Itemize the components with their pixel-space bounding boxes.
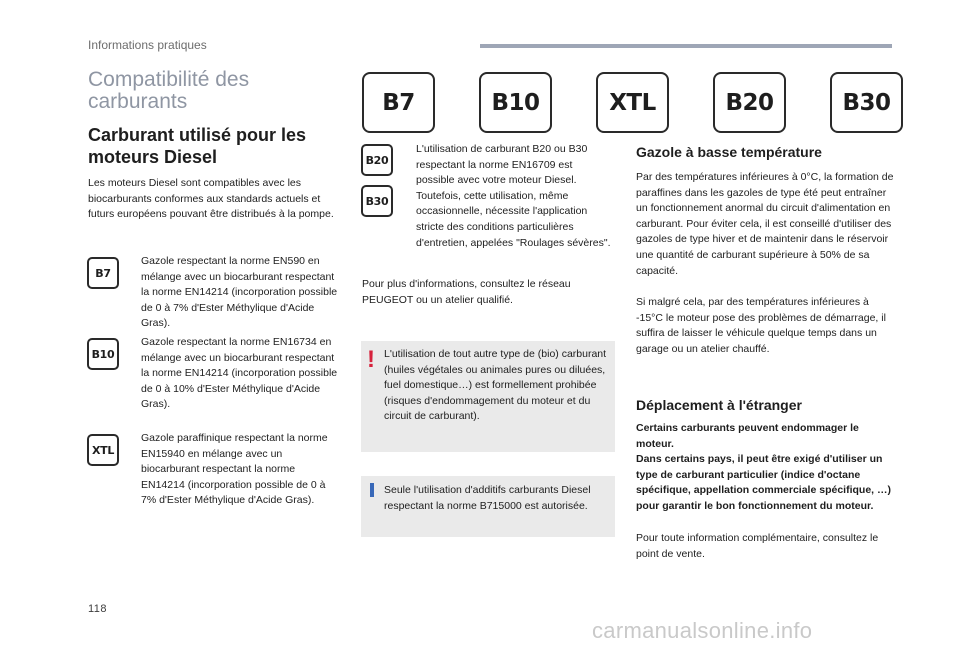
low-temp-heading: Gazole à basse température: [636, 144, 822, 160]
section-label: Informations pratiques: [88, 38, 207, 52]
page-number: 118: [88, 603, 108, 615]
abroad-bold-1: Certains carburants peuvent endommager le moteur.: [636, 422, 859, 450]
fuel-badge-xtl: XTL: [87, 434, 119, 466]
top-badge-b7: B7: [362, 72, 435, 133]
warning-text: L'utilisation de tout autre type de (bio) carburant (huiles végétales ou animales pures ou diluées, fuel domestique…) est formellement prohibée (risques d'endommagement du moteur et du circuit de carburant).: [384, 348, 607, 423]
b20-b30-text: L'utilisation de carburant B20 ou B30 respectant la norme EN16709 est possible avec votre moteur Diesel. Toutefois, cette utilisation, même occasionnelle, nécessite l'application stricte des conditions particulières d'entretien, appelées "Roulages sévères".: [416, 143, 611, 249]
fuel-text-b10: Gazole respectant la norme EN16734 en mélange avec un biocarburant respectant la norme EN14214 (incorporation possible de 0 à 10% d'Ester Méthylique d'Acide Gras).: [141, 336, 338, 411]
top-badge-b30: B30: [830, 72, 903, 133]
abroad-heading: Déplacement à l'étranger: [636, 397, 802, 413]
more-info-text: Pour plus d'informations, consultez le réseau PEUGEOT ou un atelier qualifié.: [362, 278, 571, 306]
fuel-badge-b20: B20: [361, 144, 393, 176]
diesel-intro: Les moteurs Diesel sont compatibles avec les biocarburants conformes aux standards actuels et futurs européens pouvant être distribués à la pompe.: [88, 177, 334, 221]
low-temp-text-2: Si malgré cela, par des températures inférieures à -15°C le moteur pose des problèmes de démarrage, il suffira de laisser le véhicule quelque temps dans un garage ou un atelier chauffé.: [636, 296, 886, 355]
fuel-text-b7: Gazole respectant la norme EN590 en mélange avec un biocarburant respectant la norme EN14214 (incorporation possible de 0 à 7% d'Ester Méthylique d'Acide Gras).: [141, 255, 338, 330]
section-rule: [480, 44, 892, 48]
top-badge-xtl: XTL: [596, 72, 669, 133]
top-badge-b20: B20: [713, 72, 786, 133]
low-temp-text: Par des températures inférieures à 0°C, la formation de paraffines dans les gazoles de type été peut entraîner un fonctionnement anormal du circuit d'alimentation en carburant. Pour éviter cela, il est conseillé d'utiliser des gazoles de type hiver et de maintenir dans le réservoir une quantité de carburant supérieure à 50% de sa capacité.: [636, 171, 894, 277]
warning-icon: !: [367, 346, 375, 373]
top-badge-b10: B10: [479, 72, 552, 133]
abroad-text: Pour toute information complémentaire, consultez le point de vente.: [636, 532, 879, 560]
info-text: Seule l'utilisation d'additifs carburants Diesel respectant la norme B715000 est autorisée.: [384, 484, 591, 512]
fuel-badge-b30: B30: [361, 185, 393, 217]
fuel-badge-b7: B7: [87, 257, 119, 289]
info-icon: [370, 483, 374, 497]
fuel-text-xtl: Gazole paraffinique respectant la norme EN15940 en mélange avec un biocarburant respectant la norme EN14214 (incorporation possible de 0 à 7% d'Ester Méthylique d'Acide Gras).: [141, 432, 328, 507]
info-box: [361, 476, 615, 537]
abroad-bold-2: Dans certains pays, il peut être exigé d'utiliser un type de carburant particulier (indice d'octane spécifique, appellation commerciale spécifique, …) pour garantir le bon fonctionnement du moteur.: [636, 453, 891, 512]
fuel-badge-b10: B10: [87, 338, 119, 370]
diesel-heading: Carburant utilisé pour les moteurs Diesel: [88, 125, 307, 167]
watermark: carmanualsonline.info: [592, 618, 813, 643]
page-title: Compatibilité des carburants: [88, 68, 250, 113]
warning-box: [361, 341, 615, 452]
